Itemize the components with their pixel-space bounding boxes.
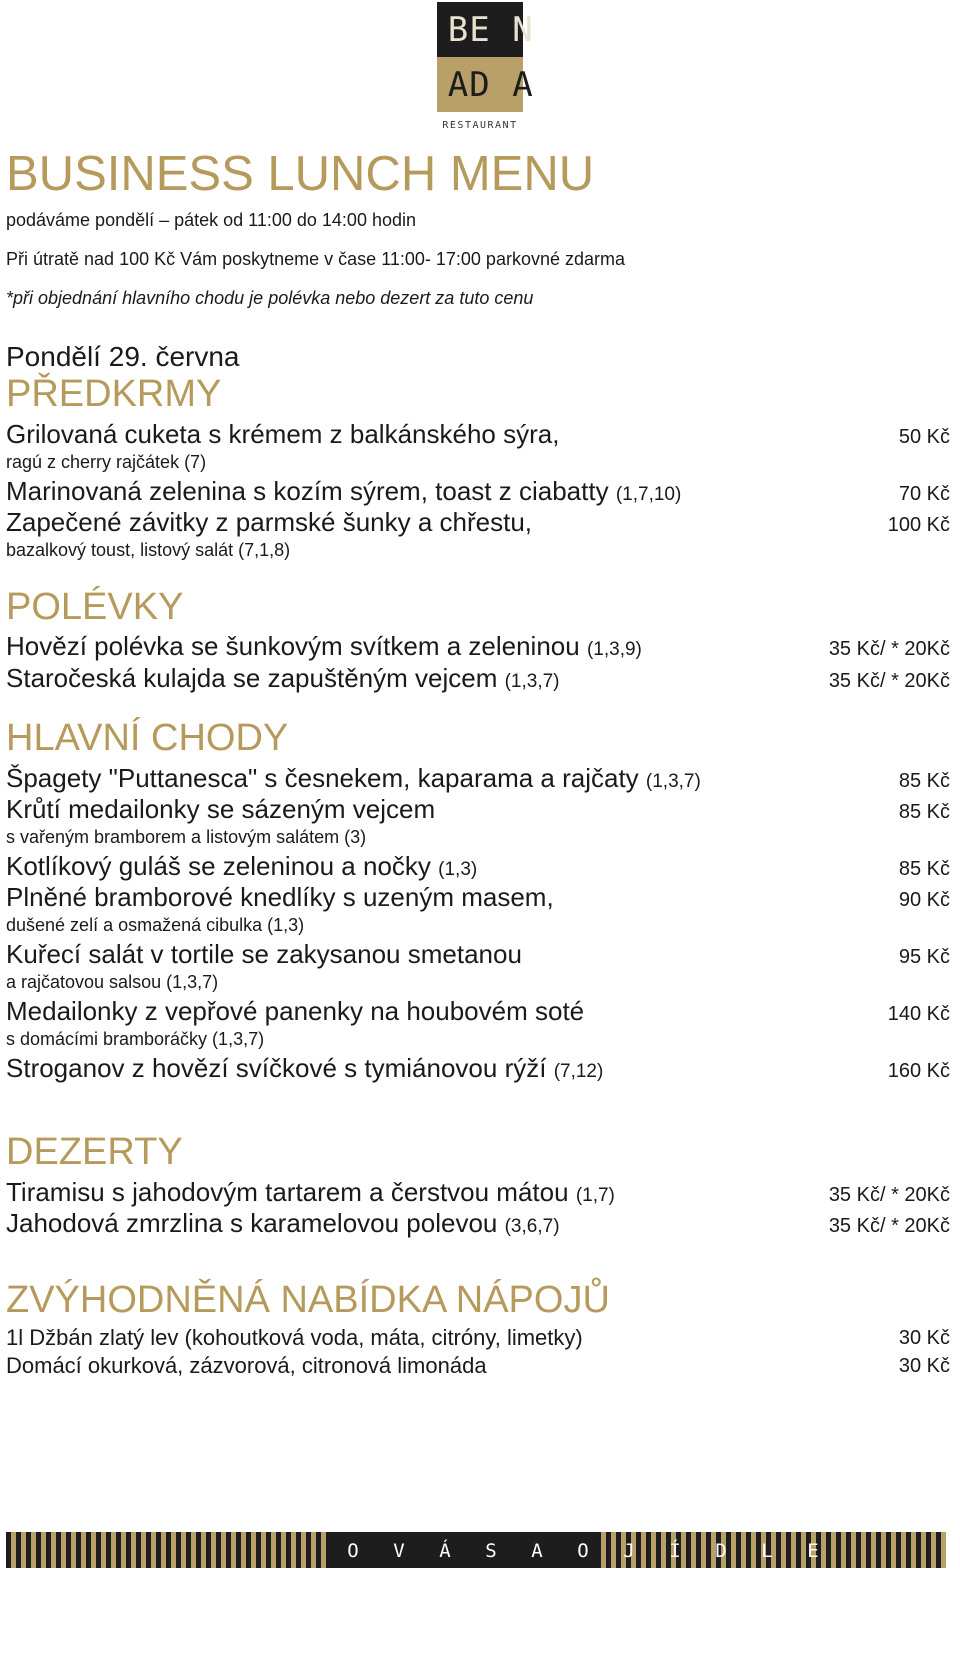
menu-item-name: Krůtí medailonky se sázeným vejcem <box>6 794 436 824</box>
parking-note: Při útratě nad 100 Kč Vám poskytneme v čase 11:00- 17:00 parkovné zdarma <box>6 249 626 269</box>
footer-letter: S <box>485 1540 497 1562</box>
section-title-drinks: ZVÝHODNĚNÁ NABÍDKA NÁPOJŮ <box>6 1279 610 1321</box>
logo-cell-da: D A <box>480 57 523 112</box>
menu-item <box>6 853 477 879</box>
menu-item <box>6 633 642 659</box>
menu-item-description: ragú z cherry rajčátek (7) <box>6 452 207 472</box>
menu-item <box>6 1210 560 1236</box>
menu-item-price: 85 Kč <box>898 801 950 823</box>
menu-item-price: 35 Kč/ * 20Kč <box>828 638 950 660</box>
menu-item-name: Plněné bramborové knedlíky s uzeným masem, <box>6 882 554 912</box>
menu-item-name: Hovězí polévka se šunkovým svítkem a zeleninou <box>6 631 580 661</box>
menu-item-price: 50 Kč <box>898 426 950 448</box>
menu-item-description: s domácími bramboráčky (1,3,7) <box>6 1029 265 1049</box>
menu-item-price: 85 Kč <box>898 770 950 792</box>
menu-item-price: 35 Kč/ * 20Kč <box>828 1215 950 1237</box>
price-note: *při objednání hlavního chodu je polévka nebo dezert za tuto cenu <box>6 288 534 308</box>
footer-letter: O <box>577 1540 589 1562</box>
allergens: (7,12) <box>553 1061 604 1082</box>
menu-item-price: 35 Kč/ * 20Kč <box>828 1184 950 1206</box>
allergens: (3,6,7) <box>504 1216 560 1237</box>
drink-item-name: Domácí okurková, zázvorová, citronová limonáda <box>6 1353 487 1378</box>
menu-item-name: Marinovaná zelenina s kozím sýrem, toast z ciabatty <box>6 476 609 506</box>
restaurant-logo <box>437 2 534 131</box>
allergens: (1,3,9) <box>586 639 642 660</box>
footer-slogan <box>330 1540 836 1562</box>
menu-item-price: 100 Kč <box>887 514 950 536</box>
logo-cell-e: E N <box>480 2 523 57</box>
menu-item-name: Tiramisu s jahodovým tartarem a čerstvou mátou <box>6 1177 569 1207</box>
section-title-mains: HLAVNÍ CHODY <box>6 717 289 759</box>
logo-subtitle: RESTAURANT <box>442 120 518 131</box>
menu-item <box>6 1055 603 1081</box>
menu-item-price: 95 Kč <box>898 946 950 968</box>
footer-letter: O <box>347 1540 359 1562</box>
menu-item-price: 35 Kč/ * 20Kč <box>828 670 950 692</box>
section-title-soups: POLÉVKY <box>6 586 184 628</box>
allergens: (1,3,7) <box>504 671 560 692</box>
menu-item-price: 140 Kč <box>887 1003 950 1025</box>
logo-cell-a: A <box>437 57 480 112</box>
drink-item-name: 1l Džbán zlatý lev (kohoutková voda, máta, citróny, limetky) <box>6 1325 583 1350</box>
drink-item-price: 30 Kč <box>898 1327 950 1349</box>
menu-item <box>6 765 701 791</box>
menu-date: Pondělí 29. června <box>6 341 240 372</box>
footer-letter: Á <box>439 1540 451 1562</box>
menu-item-description: bazalkový toust, listový salát (7,1,8) <box>6 540 291 560</box>
menu-item-name: Zapečené závitky z parmské šunky a chřestu, <box>6 507 533 537</box>
allergens: (1,7) <box>575 1185 615 1206</box>
menu-item-price: 70 Kč <box>898 483 950 505</box>
menu-item-description: s vařeným bramborem a listovým salátem (3) <box>6 827 367 847</box>
menu-item-name: Grilovaná cuketa s krémem z balkánského sýra, <box>6 419 560 449</box>
menu-item-price: 90 Kč <box>898 889 950 911</box>
footer-letter: E <box>807 1540 819 1562</box>
menu-item-description: a rajčatovou salsou (1,3,7) <box>6 972 219 992</box>
menu-item-price: 160 Kč <box>887 1060 950 1082</box>
drink-item-price: 30 Kč <box>898 1355 950 1377</box>
menu-item-description: dušené zelí a osmažená cibulka (1,3) <box>6 915 305 935</box>
menu-item-name: Jahodová zmrzlina s karamelovou polevou <box>6 1208 498 1238</box>
section-title-starters: PŘEDKRMY <box>6 373 222 415</box>
menu-title: BUSINESS LUNCH MENU <box>6 147 595 201</box>
allergens: (1,3,7) <box>645 771 701 792</box>
footer-letter: L <box>761 1540 773 1562</box>
logo-cell-b: B <box>437 2 480 57</box>
footer-letter: Í <box>669 1540 681 1562</box>
footer-letter: V <box>393 1540 405 1562</box>
menu-item-name: Špagety "Puttanesca" s česnekem, kaparama a rajčaty <box>6 763 639 793</box>
menu-item-name: Kotlíkový guláš se zeleninou a nočky <box>6 851 431 881</box>
allergens: (1,3) <box>438 859 478 880</box>
footer-letter: A <box>531 1540 543 1562</box>
menu-item <box>6 665 560 691</box>
menu-item <box>6 1179 615 1205</box>
menu-item-price: 85 Kč <box>898 858 950 880</box>
section-title-desserts: DEZERTY <box>6 1131 183 1173</box>
footer-letter: D <box>715 1540 727 1562</box>
service-hours: podáváme pondělí – pátek od 11:00 do 14:00 hodin <box>6 210 417 230</box>
menu-item <box>6 478 681 504</box>
footer-letter: J <box>623 1540 635 1562</box>
menu-item-name: Stroganov z hovězí svíčkové s tymiánovou rýží <box>6 1053 547 1083</box>
footer-stripe-segment <box>941 1532 946 1568</box>
allergens: (1,7,10) <box>615 484 682 505</box>
menu-item-name: Staročeská kulajda se zapuštěným vejcem <box>6 663 498 693</box>
menu-item-name: Kuřecí salát v tortile se zakysanou smetanou <box>6 939 522 969</box>
menu-item-name: Medailonky z vepřové panenky na houbovém soté <box>6 996 585 1026</box>
